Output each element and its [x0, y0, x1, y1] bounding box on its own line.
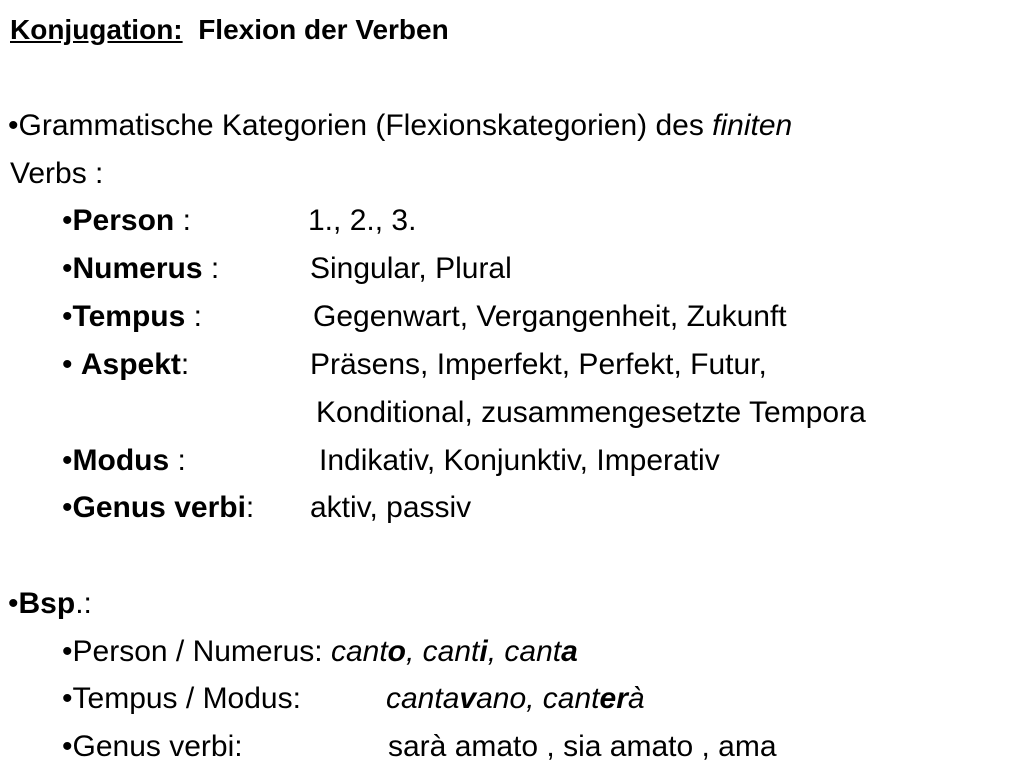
category-aspekt — [62, 345, 189, 385]
bullet-icon: • — [8, 109, 19, 142]
example-ending: o — [387, 635, 406, 668]
category-sep: : — [180, 348, 190, 381]
title-heading: Konjugation: — [10, 14, 183, 45]
intro-line — [8, 106, 792, 146]
category-value: Indikativ, Konjunktiv, Imperativ — [319, 444, 720, 477]
example-ending: i — [479, 635, 488, 668]
examples-heading — [8, 584, 92, 624]
slide-title — [10, 10, 449, 50]
category-tempus — [62, 297, 202, 337]
example-form: ano, cant — [476, 682, 600, 715]
category-genus-verbi — [62, 488, 254, 528]
example-genus-verbi — [62, 727, 243, 767]
example-person-numerus — [62, 632, 578, 672]
examples-label: Bsp — [18, 587, 76, 620]
category-value: Präsens, Imperfekt, Perfekt, Futur, — [310, 348, 767, 381]
example-form: , cant — [406, 635, 480, 668]
example-form: à — [627, 682, 645, 715]
bullet-icon: • — [8, 587, 19, 620]
category-label: Modus — [72, 444, 170, 477]
example-form: , cant — [487, 635, 562, 668]
bullet-icon: • — [62, 491, 73, 524]
example-ending: v — [459, 682, 477, 715]
bullet-icon: • — [62, 635, 73, 668]
bullet-icon: • — [62, 300, 73, 333]
category-sep: : — [169, 444, 186, 477]
bullet-icon: • — [62, 444, 73, 477]
category-value: Gegenwart, Vergangenheit, Zukunft — [313, 300, 787, 333]
category-value-continuation: Konditional, zusammengesetzte Tempora — [316, 396, 866, 429]
intro-continuation: Verbs : — [10, 157, 104, 190]
category-sep: : — [174, 204, 191, 237]
example-form: canta — [386, 682, 460, 715]
example-value: sarà amato , sia amato , ama — [388, 730, 777, 763]
category-sep: : — [202, 252, 220, 285]
example-ending: a — [561, 635, 578, 668]
title-subheading: Flexion der Verben — [198, 14, 449, 45]
category-person — [62, 201, 191, 241]
category-label: Tempus — [72, 300, 186, 333]
bullet-icon: • — [62, 730, 73, 763]
example-label: Tempus / Modus: — [72, 682, 301, 715]
category-label: Genus verbi — [72, 491, 246, 524]
bullet-icon: • — [62, 682, 73, 715]
category-value: Singular, Plural — [310, 252, 512, 285]
category-modus — [62, 441, 186, 481]
category-numerus — [62, 249, 219, 289]
example-label: Person / Numerus: — [72, 635, 331, 668]
category-label: Aspekt — [80, 348, 181, 381]
examples-label-suffix: .: — [75, 587, 92, 620]
category-value: 1., 2., 3. — [308, 204, 417, 237]
bullet-icon: • — [62, 348, 81, 381]
bullet-icon: • — [62, 252, 73, 285]
example-label: Genus verbi: — [72, 730, 243, 763]
intro-italic-word: finiten — [712, 109, 793, 142]
category-label: Person — [72, 204, 175, 237]
category-sep: : — [185, 300, 202, 333]
example-forms — [386, 679, 645, 719]
category-sep: : — [245, 491, 255, 524]
bullet-icon: • — [62, 204, 73, 237]
example-ending: er — [599, 682, 628, 715]
category-label: Numerus — [72, 252, 203, 285]
intro-text: Grammatische Kategorien (Flexionskategorien) des — [18, 109, 713, 142]
category-value: aktiv, passiv — [310, 491, 472, 524]
example-form: cant — [330, 635, 388, 668]
example-tempus-modus — [62, 679, 301, 719]
